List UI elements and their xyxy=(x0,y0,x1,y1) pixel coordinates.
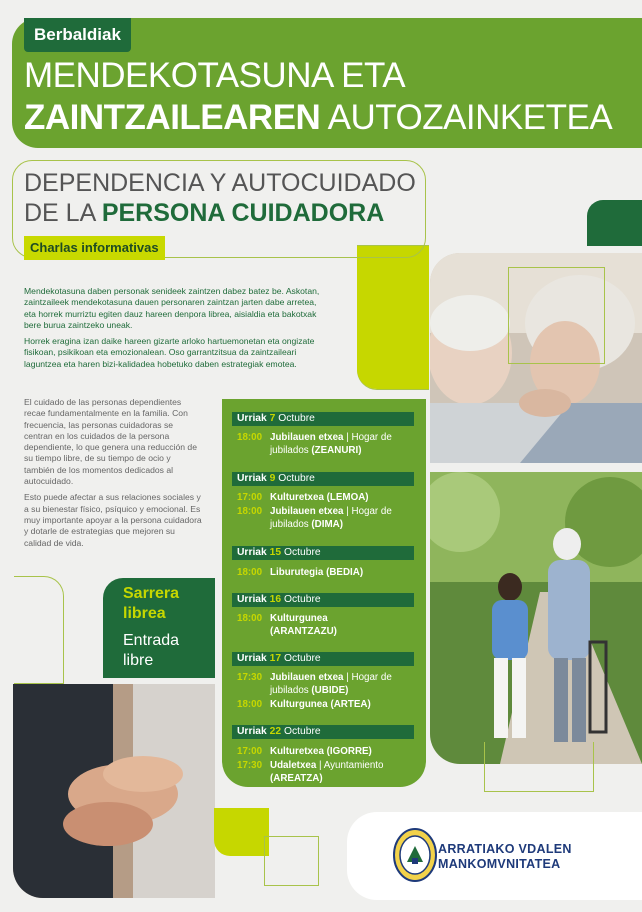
date-month-eu: Urriak xyxy=(237,547,267,558)
date-day: 9 xyxy=(269,473,276,484)
date-day: 16 xyxy=(269,594,282,605)
event-place xyxy=(270,745,420,758)
date-bar xyxy=(232,412,414,426)
event-place-eu: Kulturgunea xyxy=(270,699,328,710)
event-time: 18:00 xyxy=(237,506,263,517)
intro-basque-p2: Horrek eragina izan daike hareen gizarte arloko hartuemonetan eta ongizate fisikoan, psikikoan eta emozionalean. Oso garrantzitsua da zaintzaileari laguntzea eta haren bizi-kalidadea hobetuko daben estrategiak emotea. xyxy=(24,336,315,369)
date-month-es: Octubre xyxy=(283,547,321,558)
event-place-es: Hogar de jubilados xyxy=(270,672,392,696)
photo-walking-path-art xyxy=(430,472,642,764)
date-day: 7 xyxy=(269,413,276,424)
date-month-es: Octubre xyxy=(283,726,321,737)
event-item xyxy=(237,431,423,457)
seal-icon xyxy=(393,828,437,882)
charlas-badge: Charlas informativas xyxy=(24,236,165,260)
event-town: (ARANTZAZU) xyxy=(270,626,337,637)
event-time: 18:00 xyxy=(237,613,263,624)
event-place xyxy=(270,612,350,638)
intro-spanish-p2: Esto puede afectar a sus relaciones sociales y a su bienestar físico, psíquico y emocional. Es muy importante apoyar a la persona cuidadora y dotarle de estrategias que mejoren su calidad de vida. xyxy=(24,492,202,548)
date-bar xyxy=(232,652,414,666)
date-month-eu: Urriak xyxy=(237,413,267,424)
free-entry-basque: Sarrera librea xyxy=(123,585,180,622)
event-town: (DIMA) xyxy=(311,519,343,530)
event-place-es: Ayuntamiento xyxy=(323,760,384,771)
event-time: 17:30 xyxy=(237,672,263,683)
event-town: (UBIDE) xyxy=(311,685,349,696)
organization-name-line-1: ARRATIAKO VDALEN xyxy=(438,842,572,856)
event-place-eu: Liburutegia xyxy=(270,567,324,578)
event-town: (LEMOA) xyxy=(326,492,369,503)
event-place-es: Hogar de jubilados xyxy=(270,506,392,530)
intro-spanish xyxy=(24,397,202,554)
decor-lime-bottom xyxy=(214,808,269,856)
date-month-es: Octubre xyxy=(278,473,315,484)
event-place-eu: Kulturetxea xyxy=(270,492,324,503)
event-place: Jubilauen etxea | Hogar de jubilados (UBIDE) xyxy=(270,672,392,696)
intro-basque xyxy=(24,286,324,375)
event-place: Jubilauen etxea | Hogar de jubilados (ZEANURI) xyxy=(270,432,392,456)
event-place xyxy=(270,698,420,711)
date-bar xyxy=(232,472,414,486)
subtitle-line-2-bold: PERSONA CUIDADORA xyxy=(101,199,385,227)
decor-dark-block xyxy=(587,200,642,246)
event-town: (IGORRE) xyxy=(326,746,372,757)
intro-spanish-p1: El cuidado de las personas dependientes recae fundamentalmente en la familia. Con frecuencia, las personas cuidadoras se centran en los cuidados de la persona dependiente, lo que genera una reducción de su tiempo libre, de su tiempo de ocio y también de los momentos dedicados al autocuidado. xyxy=(24,397,197,487)
date-month-es: Octubre xyxy=(283,653,321,664)
event-place-eu: Udaletxea xyxy=(270,760,317,771)
event-item xyxy=(237,671,423,697)
event-place: Udaletxea | Ayuntamiento (AREATZA) xyxy=(270,760,384,784)
subtitle-line-2-light: DE LA xyxy=(24,199,102,227)
event-time: 17:30 xyxy=(237,760,263,771)
decor-lime-block xyxy=(357,246,429,389)
date-month-es: Octubre xyxy=(278,413,315,424)
date-month-es: Octubre xyxy=(283,594,321,605)
event-place xyxy=(270,566,420,579)
event-item xyxy=(237,612,423,638)
date-month-eu: Urriak xyxy=(237,653,267,664)
series-tag: Berbaldiak xyxy=(24,18,131,52)
photo-holding-hands-art xyxy=(13,684,215,898)
event-time: 18:00 xyxy=(237,567,263,578)
photo-frame-outline-2 xyxy=(484,742,594,792)
subtitle-line-1: DEPENDENCIA Y AUTOCUIDADO xyxy=(24,169,416,197)
organization-name xyxy=(438,842,572,872)
title-line-2-rest: AUTOZAINKETEA xyxy=(320,98,613,137)
decor-outline-left xyxy=(14,576,64,684)
seal-icon-art xyxy=(393,828,437,882)
event-place-eu: Jubilauen etxea xyxy=(270,432,344,443)
intro-basque-p1: Mendekotasuna daben personak senideek zaintzen dabez batez be. Askotan, zaintzaileek mendekotasuna dauen personaren zaintzan jarten dabe arretea, eta horrek murriztu egiten dauz hareen denpora librea, aisialdia eta bakotxak bere burua zaintzeko uneak. xyxy=(24,286,320,330)
photo-holding-hands xyxy=(13,684,215,898)
event-item xyxy=(237,759,423,785)
title-line-1: MENDEKOTASUNA ETA xyxy=(24,56,406,95)
date-month-eu: Urriak xyxy=(237,473,267,484)
date-bar xyxy=(232,593,414,607)
decor-outline-bottom xyxy=(264,836,319,886)
date-bar xyxy=(232,546,414,560)
event-town: (BEDIA) xyxy=(326,567,364,578)
event-time: 18:00 xyxy=(237,699,263,710)
event-time: 18:00 xyxy=(237,432,263,443)
date-month-eu: Urriak xyxy=(237,594,267,605)
free-entry-spanish: Entrada libre xyxy=(123,632,180,669)
event-time: 17:00 xyxy=(237,492,263,503)
date-month-eu: Urriak xyxy=(237,726,267,737)
event-place: Jubilauen etxea | Hogar de jubilados (DIMA) xyxy=(270,506,392,530)
date-day: 15 xyxy=(269,547,282,558)
event-place-eu: Jubilauen etxea xyxy=(270,506,344,517)
event-item xyxy=(237,698,423,711)
event-item xyxy=(237,745,423,758)
event-item xyxy=(237,505,423,531)
title-line-2 xyxy=(24,98,612,138)
event-place-es: Hogar de jubilados xyxy=(270,432,392,456)
photo-frame-outline-1 xyxy=(508,267,605,364)
event-town: (ARTEA) xyxy=(330,699,371,710)
event-town: (ZEANURI) xyxy=(311,445,362,456)
event-town: (AREATZA) xyxy=(270,773,323,784)
event-place-eu: Kulturgunea xyxy=(270,613,328,624)
event-place xyxy=(270,491,420,504)
date-bar xyxy=(232,725,414,739)
date-day: 17 xyxy=(269,653,282,664)
event-item xyxy=(237,491,423,504)
subtitle-line-2 xyxy=(24,198,384,228)
title-line-2-bold: ZAINTZAILEAREN xyxy=(24,98,321,137)
event-place-eu: Kulturetxea xyxy=(270,746,324,757)
organization-name-line-2: MANKOMVNITATEA xyxy=(438,857,561,871)
event-time: 17:00 xyxy=(237,746,263,757)
photo-walking-path xyxy=(430,472,642,764)
event-item xyxy=(237,566,423,579)
event-place-eu: Jubilauen etxea xyxy=(270,672,344,683)
date-day: 22 xyxy=(269,726,282,737)
